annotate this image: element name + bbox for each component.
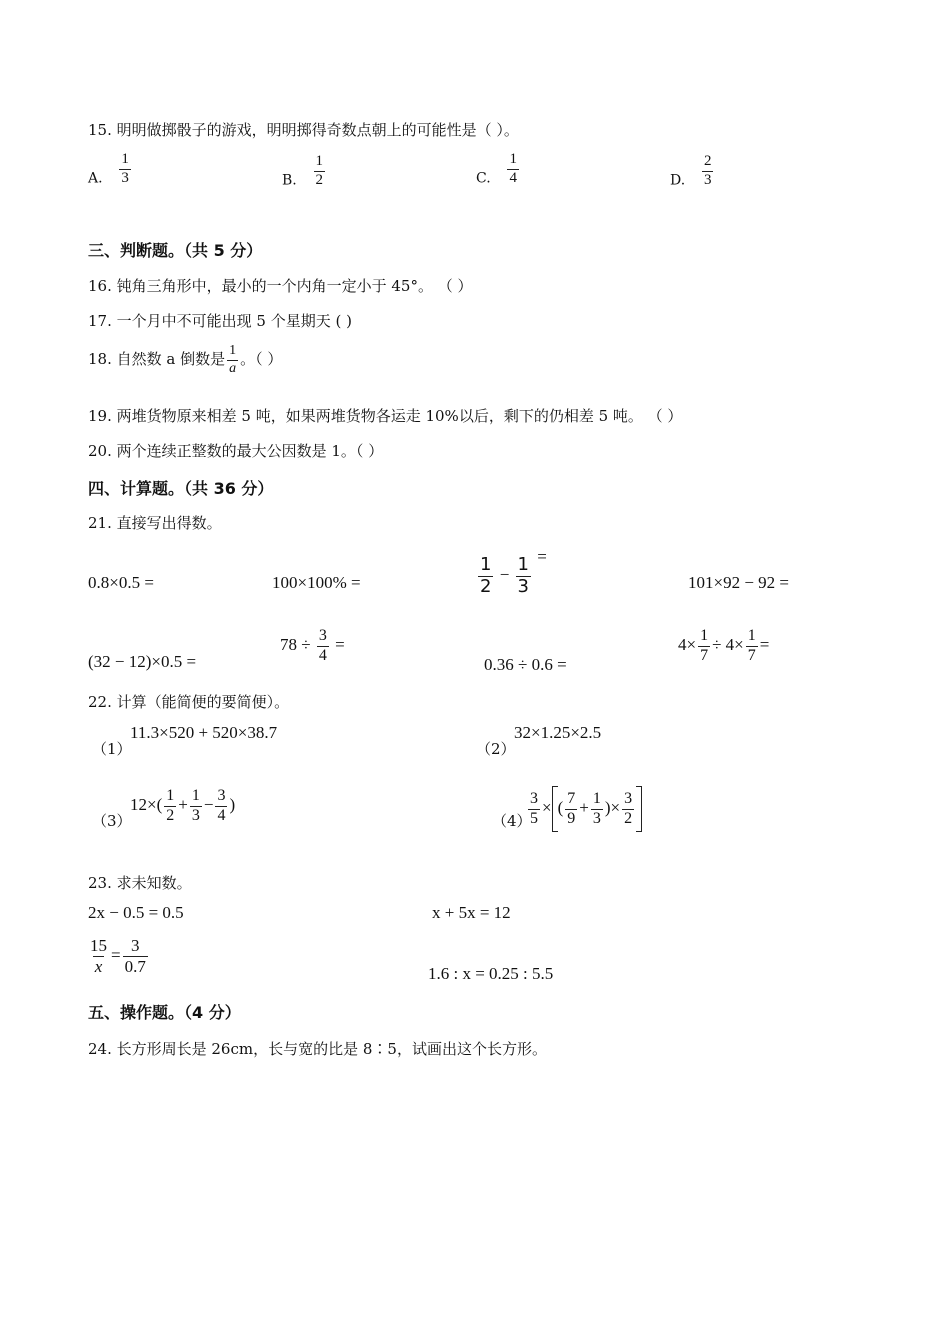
equation-2: x + 5x = 12	[432, 903, 511, 922]
question-23: 23. 求未知数。	[88, 874, 192, 892]
question-18	[88, 344, 282, 376]
part-3-expr: 12×( $\frac{1}{2}$ + $\frac{1}{3}$ − $\frac{3}{4}$ )	[130, 787, 236, 824]
option-fraction: $\frac{1}{3}$	[121, 151, 129, 186]
option-d	[670, 154, 715, 189]
section-heading-4: 四、计算题。（共 36 分）	[88, 479, 274, 498]
question-18-text: 18. 自然数 a 倒数是	[88, 350, 226, 369]
expr-2: 100×100% =	[272, 573, 361, 592]
question-19: 19. 两堆货物原来相差 5 吨，如果两堆货物各运走 10%以后，剩下的仍相差 5 吨。 （ ）	[88, 407, 683, 425]
expr-4: 101×92 − 92 =	[688, 573, 790, 592]
part-2-label: （2）	[476, 740, 516, 758]
equation-1: 2x − 0.5 = 0.5	[88, 903, 184, 922]
expr-1: 0.8×0.5 =	[88, 573, 154, 592]
option-fraction: $\frac{1}{4}$	[509, 151, 517, 186]
expr-7: 0.36 ÷ 0.6 =	[484, 655, 567, 674]
option-c	[476, 152, 521, 187]
question-24: 24. 长方形周长是 26cm，长与宽的比是 8∶5，试画出这个长方形。	[88, 1040, 547, 1058]
question-20: 20. 两个连续正整数的最大公因数是 1。（ ）	[88, 442, 384, 460]
question-21: 21. 直接写出得数。	[88, 514, 222, 532]
right-bracket	[636, 786, 642, 832]
fraction: $\frac{1}{a}$	[229, 343, 237, 376]
part-4-label: （4）	[492, 812, 532, 830]
option-a	[88, 152, 133, 187]
option-label: B.	[282, 172, 297, 189]
option-label: C.	[476, 170, 491, 187]
section-heading-5: 五、操作题。（4 分）	[88, 1003, 241, 1022]
expr-3: $\frac{1}{2}$ − $\frac{1}{3}$ =	[480, 547, 547, 597]
option-b	[282, 154, 327, 189]
question-18-blank: 。（ ）	[240, 350, 283, 369]
expr-8: 4× $\frac{1}{7}$ ÷ 4× $\frac{1}{7}$ =	[678, 627, 770, 664]
question-17: 17. 一个月中不可能出现 5 个星期天 ( )	[88, 312, 352, 330]
equation-3: $\frac{15}{x}$ = $\frac{3}{0.7}$	[90, 936, 146, 976]
part-4-expr: $\frac{3}{5}$ × ( $\frac{7}{9}$ + $\frac{1}{3}$ )× $\frac{3}{2}$	[526, 786, 642, 832]
option-label: D.	[670, 172, 686, 189]
expr-6: 78 ÷ $\frac{3}{4}$ =	[280, 627, 345, 664]
question-22: 22. 计算（能简便的要简便）。	[88, 693, 290, 711]
expr-5: (32 − 12)×0.5 =	[88, 652, 197, 671]
equation-4: 1.6 : x = 0.25 : 5.5	[428, 964, 554, 983]
part-2-expr: 32×1.25×2.5	[514, 723, 602, 742]
section-heading-3: 三、判断题。（共 5 分）	[88, 241, 263, 260]
part-3-label: （3）	[92, 812, 132, 830]
part-1-label: （1）	[92, 740, 132, 758]
question-16: 16. 钝角三角形中，最小的一个内角一定小于 45°。 （ ）	[88, 277, 473, 295]
part-1-expr: 11.3×520 + 520×38.7	[130, 723, 278, 742]
question-15: 15. 明明做掷骰子的游戏，明明掷得奇数点朝上的可能性是（ ）。	[88, 121, 519, 139]
option-fraction: $\frac{2}{3}$	[703, 153, 712, 188]
option-label: A.	[88, 170, 103, 187]
option-fraction: $\frac{1}{2}$	[315, 153, 324, 188]
